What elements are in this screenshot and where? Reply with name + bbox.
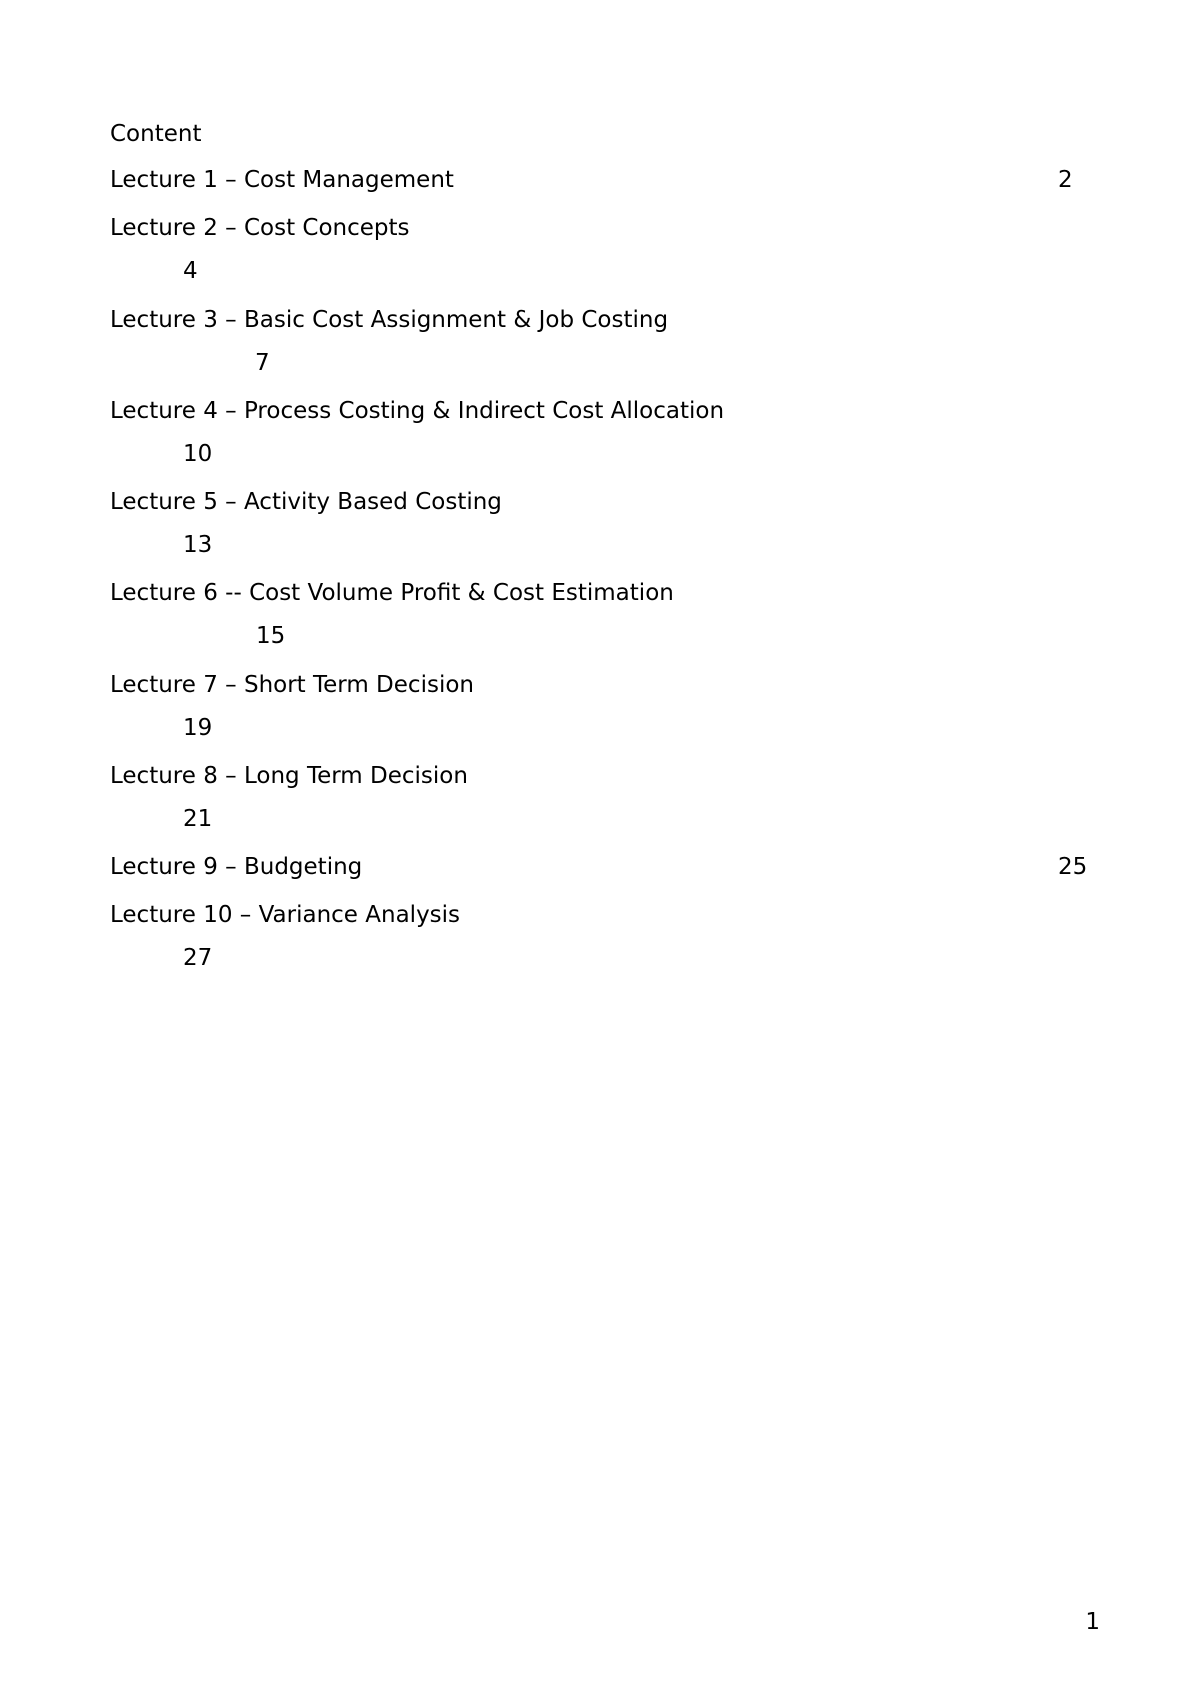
toc-entry-title-4: Lecture 4 – Process Costing & Indirect Cost Allocation xyxy=(110,398,725,424)
toc-entry-page-10: 27 xyxy=(183,945,213,971)
toc-entry-title-7: Lecture 7 – Short Term Decision xyxy=(110,672,474,698)
toc-entry-title-8: Lecture 8 – Long Term Decision xyxy=(110,763,468,789)
toc-entry-page-8: 21 xyxy=(183,806,213,832)
toc-entry-page-9: 25 xyxy=(1058,854,1088,880)
toc-entry-page-2: 4 xyxy=(183,258,198,284)
toc-entry-page-7: 19 xyxy=(183,715,213,741)
toc-entry-title-5: Lecture 5 – Activity Based Costing xyxy=(110,489,502,515)
toc-entry-title-9: Lecture 9 – Budgeting xyxy=(110,854,363,880)
toc-entry-title-3: Lecture 3 – Basic Cost Assignment & Job Costing xyxy=(110,307,669,333)
toc-entry-title-2: Lecture 2 – Cost Concepts xyxy=(110,215,410,241)
toc-entry-page-3: 7 xyxy=(255,350,270,376)
toc-entry-page-4: 10 xyxy=(183,441,213,467)
toc-heading: Content xyxy=(110,121,202,147)
toc-entry-page-6: 15 xyxy=(256,623,286,649)
toc-entry-page-1: 2 xyxy=(1058,167,1073,193)
toc-entry-title-10: Lecture 10 – Variance Analysis xyxy=(110,902,461,928)
footer-page-number: 1 xyxy=(1085,1609,1100,1635)
toc-entry-title-1: Lecture 1 – Cost Management xyxy=(110,167,454,193)
toc-entry-page-5: 13 xyxy=(183,532,213,558)
toc-entry-title-6: Lecture 6 -- Cost Volume Profit & Cost Estimation xyxy=(110,580,674,606)
